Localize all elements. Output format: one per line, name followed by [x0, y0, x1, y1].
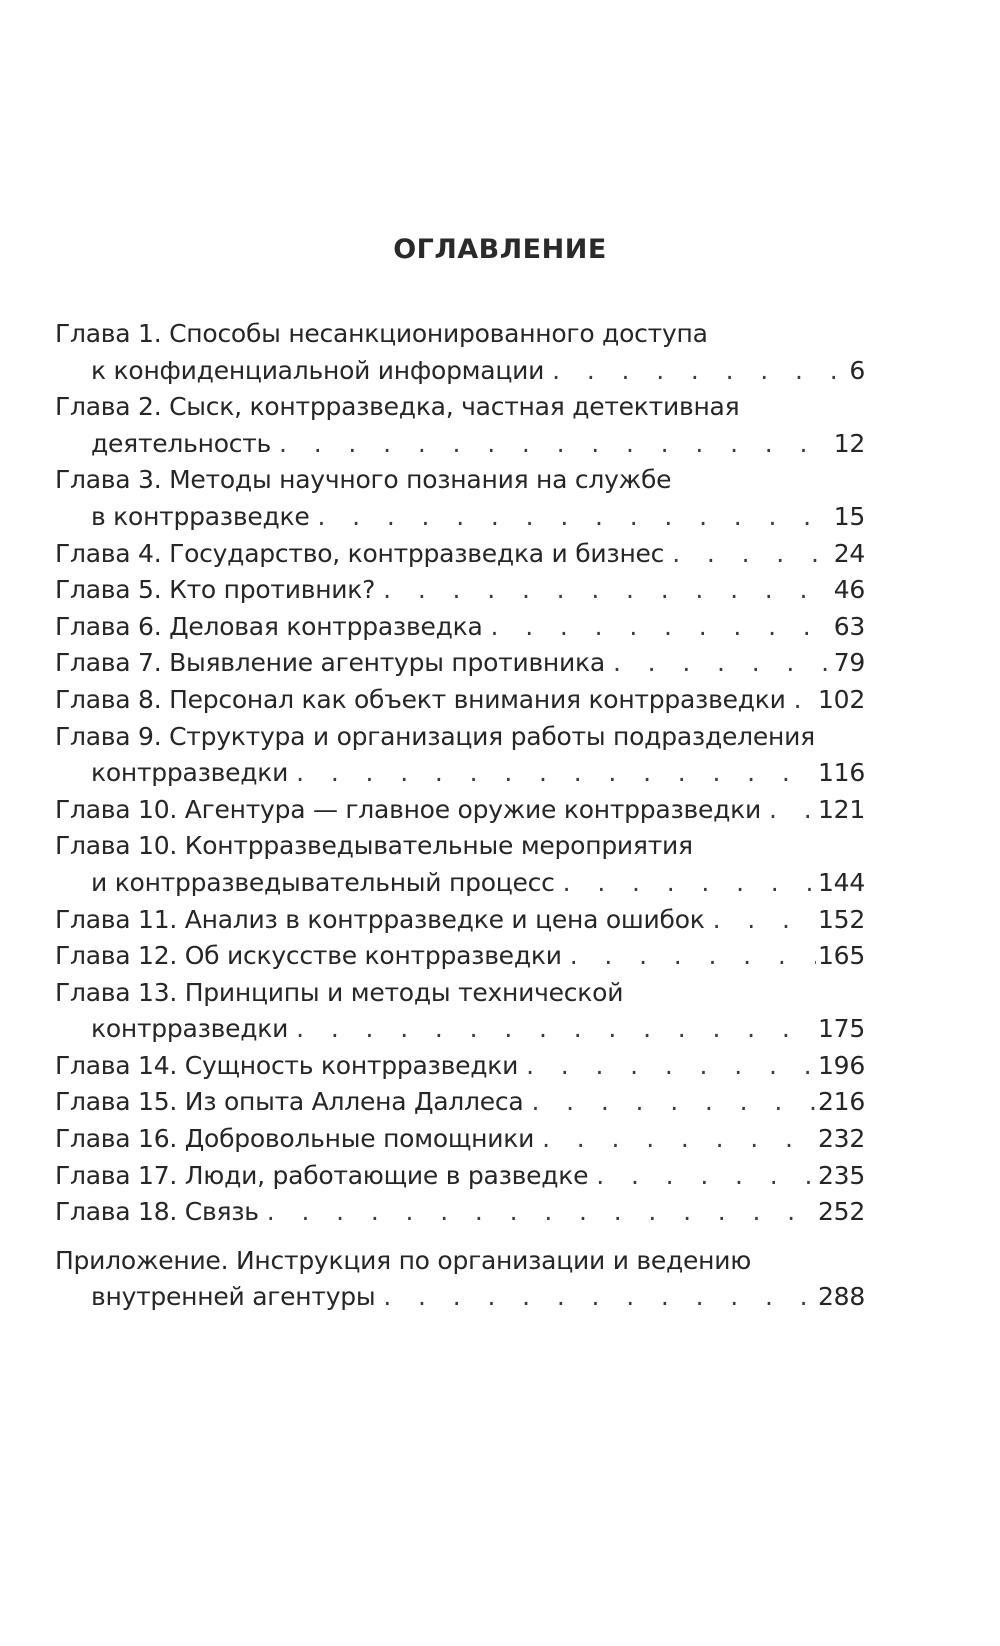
page-number: 24 — [833, 538, 865, 568]
dot-leader — [786, 682, 816, 719]
page-number: 46 — [833, 575, 865, 605]
toc-entry-leader-line — [55, 426, 865, 463]
page-number: 165 — [818, 941, 865, 971]
toc-entry — [55, 389, 865, 462]
toc-entry — [55, 719, 865, 792]
toc-entry-leader-line — [55, 1048, 865, 1085]
toc-entry — [55, 1084, 865, 1121]
toc-entry-text: внутренней агентуры — [91, 1282, 376, 1312]
page-number: 15 — [833, 501, 865, 531]
page-number: 216 — [818, 1087, 865, 1117]
toc-entry-leader-line — [55, 1084, 865, 1121]
toc-entry-text: Глава 6. Деловая контрразведка — [55, 611, 483, 641]
toc-entry — [55, 1048, 865, 1085]
toc-entry-text: Глава 4. Государство, контрразведка и бизнес — [55, 538, 665, 568]
toc-entry-leader-line — [55, 1121, 865, 1158]
toc-entry — [55, 572, 865, 609]
toc-entry-text: контрразведки — [91, 758, 289, 788]
toc-entry-text: Глава 8. Персонал как объект внимания контрразведки — [55, 684, 786, 714]
toc-entry — [55, 902, 865, 939]
toc-entry-leader-line — [55, 353, 865, 390]
toc-entry-leader-line — [55, 1194, 865, 1231]
toc-entry — [55, 938, 865, 975]
toc-entry — [55, 792, 865, 829]
toc-entry-text: в контрразведке — [91, 501, 310, 531]
page-number: 116 — [818, 758, 865, 788]
dot-leader — [534, 1121, 816, 1158]
toc-entry-text: контрразведки — [91, 1014, 289, 1044]
appendix-spacer — [55, 1231, 865, 1243]
toc-entry-text: и контрразведывательный процесс — [91, 867, 555, 897]
toc-entry-line: Глава 10. Контрразведывательные мероприятия — [55, 831, 693, 861]
toc-entry-leader-line — [55, 1158, 865, 1195]
page-number: 121 — [818, 794, 865, 824]
toc-entry-leader-line — [55, 536, 865, 573]
toc-entry — [55, 316, 865, 389]
dot-leader — [288, 1011, 816, 1048]
toc-entry-line: Глава 2. Сыск, контрразведка, частная детективная — [55, 392, 740, 422]
toc-entry-leader-line — [55, 609, 865, 646]
page-number: 12 — [833, 428, 865, 458]
toc-entry-leader-line — [55, 1011, 865, 1048]
toc-entry — [55, 1121, 865, 1158]
toc-entry-line: Глава 13. Принципы и методы технической — [55, 977, 624, 1007]
page-number: 6 — [849, 355, 865, 385]
toc-entry — [55, 609, 865, 646]
toc-entry-text: к конфиденциальной информации — [91, 355, 545, 385]
toc-entry-line: Глава 1. Способы несанкционированного доступа — [55, 319, 708, 348]
dot-leader — [664, 536, 832, 573]
page-number: 196 — [818, 1050, 865, 1080]
dot-leader — [483, 609, 832, 646]
toc-entry-text: Глава 15. Из опыта Аллена Даллеса — [55, 1087, 524, 1117]
toc-entry-text: Глава 11. Анализ в контрразведке и цена ошибок — [55, 904, 705, 934]
dot-leader — [555, 865, 816, 902]
toc-entry-text: Глава 18. Связь — [55, 1197, 259, 1227]
dot-leader — [761, 792, 816, 829]
toc-entry-leader-line — [55, 499, 865, 536]
toc-entry-leader-line — [55, 682, 865, 719]
toc-entry-text: Глава 14. Сущность контрразведки — [55, 1050, 519, 1080]
dot-leader — [544, 353, 847, 390]
dot-leader — [523, 1084, 816, 1121]
toc-title: ОГЛАВЛЕНИЕ — [393, 234, 607, 265]
toc-entry-text: Глава 12. Об искусстве контрразведки — [55, 941, 562, 971]
dot-leader — [562, 938, 816, 975]
dot-leader — [288, 755, 816, 792]
toc-entry-line: Глава 3. Методы научного познания на службе — [55, 465, 672, 495]
page-number: 175 — [818, 1014, 865, 1044]
toc-entry-text: Глава 5. Кто противник? — [55, 575, 376, 605]
toc-appendix — [55, 1243, 865, 1316]
toc-entry-line: Глава 9. Структура и организация работы подразделения — [55, 721, 815, 751]
toc-entry-leader-line — [55, 1279, 865, 1316]
dot-leader — [259, 1194, 816, 1231]
dot-leader — [705, 902, 816, 939]
toc-entry-text: Глава 16. Добровольные помощники — [55, 1124, 535, 1154]
page-number: 152 — [818, 904, 865, 934]
dot-leader — [375, 1279, 816, 1316]
dot-leader — [375, 572, 832, 609]
toc-entry-leader-line — [55, 572, 865, 609]
dot-leader — [518, 1048, 816, 1085]
toc-entry-text: Глава 17. Люди, работающие в разведке — [55, 1160, 589, 1190]
page-number: 79 — [833, 648, 865, 678]
toc-entry-leader-line — [55, 645, 865, 682]
page-number: 63 — [833, 611, 865, 641]
toc-entry — [55, 682, 865, 719]
toc-entry-text: Глава 10. Агентура — главное оружие контрразведки — [55, 794, 761, 824]
page-number: 252 — [818, 1197, 865, 1227]
toc-entry-leader-line — [55, 755, 865, 792]
toc-entry-line: Приложение. Инструкция по организации и ведению — [55, 1245, 752, 1275]
toc-entry — [55, 462, 865, 535]
toc-entry-leader-line — [55, 865, 865, 902]
toc-entry — [55, 645, 865, 682]
page-number: 288 — [818, 1282, 865, 1312]
toc-entry — [55, 1158, 865, 1195]
toc-entry-text: деятельность — [91, 428, 272, 458]
toc-entry-leader-line — [55, 902, 865, 939]
dot-leader — [271, 426, 832, 463]
toc-entry-leader-line — [55, 792, 865, 829]
page-number: 144 — [818, 867, 865, 897]
toc-entry — [55, 536, 865, 573]
toc-entry — [55, 1194, 865, 1231]
table-of-contents — [55, 316, 865, 1316]
dot-leader — [588, 1158, 816, 1195]
page-number: 232 — [818, 1124, 865, 1154]
dot-leader — [605, 645, 832, 682]
page-number: 102 — [818, 684, 865, 714]
toc-entry — [55, 975, 865, 1048]
toc-entry-text: Глава 7. Выявление агентуры противника — [55, 648, 605, 678]
toc-entry — [55, 828, 865, 901]
toc-entry-leader-line — [55, 938, 865, 975]
page-number: 235 — [818, 1160, 865, 1190]
dot-leader — [309, 499, 831, 536]
